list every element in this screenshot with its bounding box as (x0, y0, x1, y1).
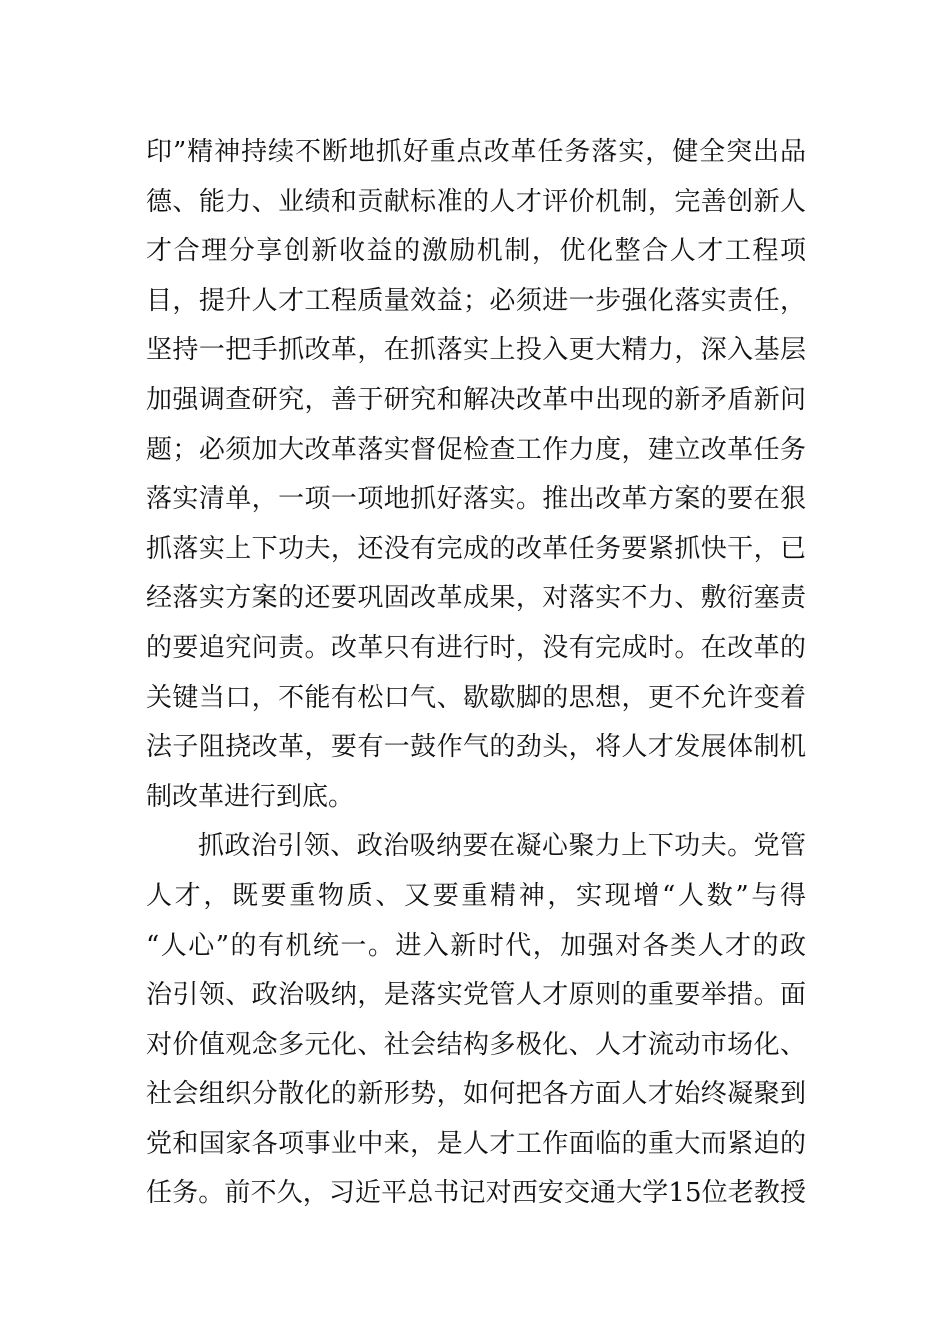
text-line: 社会组织分散化的新形势，如何把各方面人才始终凝聚到 (146, 1079, 806, 1110)
text-line: 治引领、政治吸纳，是落实党管人才原则的重要举措。面 (146, 980, 806, 1011)
text-line: 落实清单，一项一项地抓好落实。推出改革方案的要在狠 (146, 484, 806, 515)
text-line: 的要追究问责。改革只有进行时，没有完成时。在改革的 (146, 632, 806, 663)
text-line: 经落实方案的还要巩固改革成果，对落实不力、敷衍塞责 (146, 583, 806, 614)
text-line: 题；必须加大改革落实督促检查工作力度，建立改革任务 (146, 434, 806, 465)
text-line: 人才，既要重物质、又要重精神，实现增“人数”与得 (146, 880, 806, 911)
text-line: 关键当口，不能有松口气、歇歇脚的思想，更不允许变着 (146, 682, 806, 713)
text-line: 才合理分享创新收益的激励机制，优化整合人才工程项 (146, 236, 806, 267)
paragraph-end-line: 制改革进行到底。 (146, 781, 355, 812)
text-line: 任务。前不久，习近平总书记对西安交通大学15位老教授 (146, 1178, 806, 1209)
text-line: 目，提升人才工程质量效益；必须进一步强化落实责任， (146, 285, 806, 316)
text-line: 党和国家各项事业中来，是人才工作面临的重大而紧迫的 (146, 1128, 806, 1159)
text-line: 加强调查研究，善于研究和解决改革中出现的新矛盾新问 (146, 384, 806, 415)
text-line: 印”精神持续不断地抓好重点改革任务落实，健全突出品 (146, 137, 806, 167)
text-line: 德、能力、业绩和贡献标准的人才评价机制，完善创新人 (146, 186, 806, 217)
text-line: 对价值观念多元化、社会结构多极化、人才流动市场化、 (146, 1029, 806, 1060)
text-line: 抓落实上下功夫，还没有完成的改革任务要紧抓快干，已 (146, 533, 806, 564)
text-line: 坚持一把手抓改革，在抓落实上投入更大精力，深入基层 (146, 335, 806, 366)
text-line: 法子阻挠改革，要有一鼓作气的劲头，将人才发展体制机 (146, 732, 806, 763)
body-text (146, 128, 806, 1219)
text-line: “人心”的有机统一。进入新时代，加强对各类人才的政 (146, 930, 806, 961)
paragraph-start-line: 抓政治引领、政治吸纳要在凝心聚力上下功夫。党管 (198, 831, 806, 862)
